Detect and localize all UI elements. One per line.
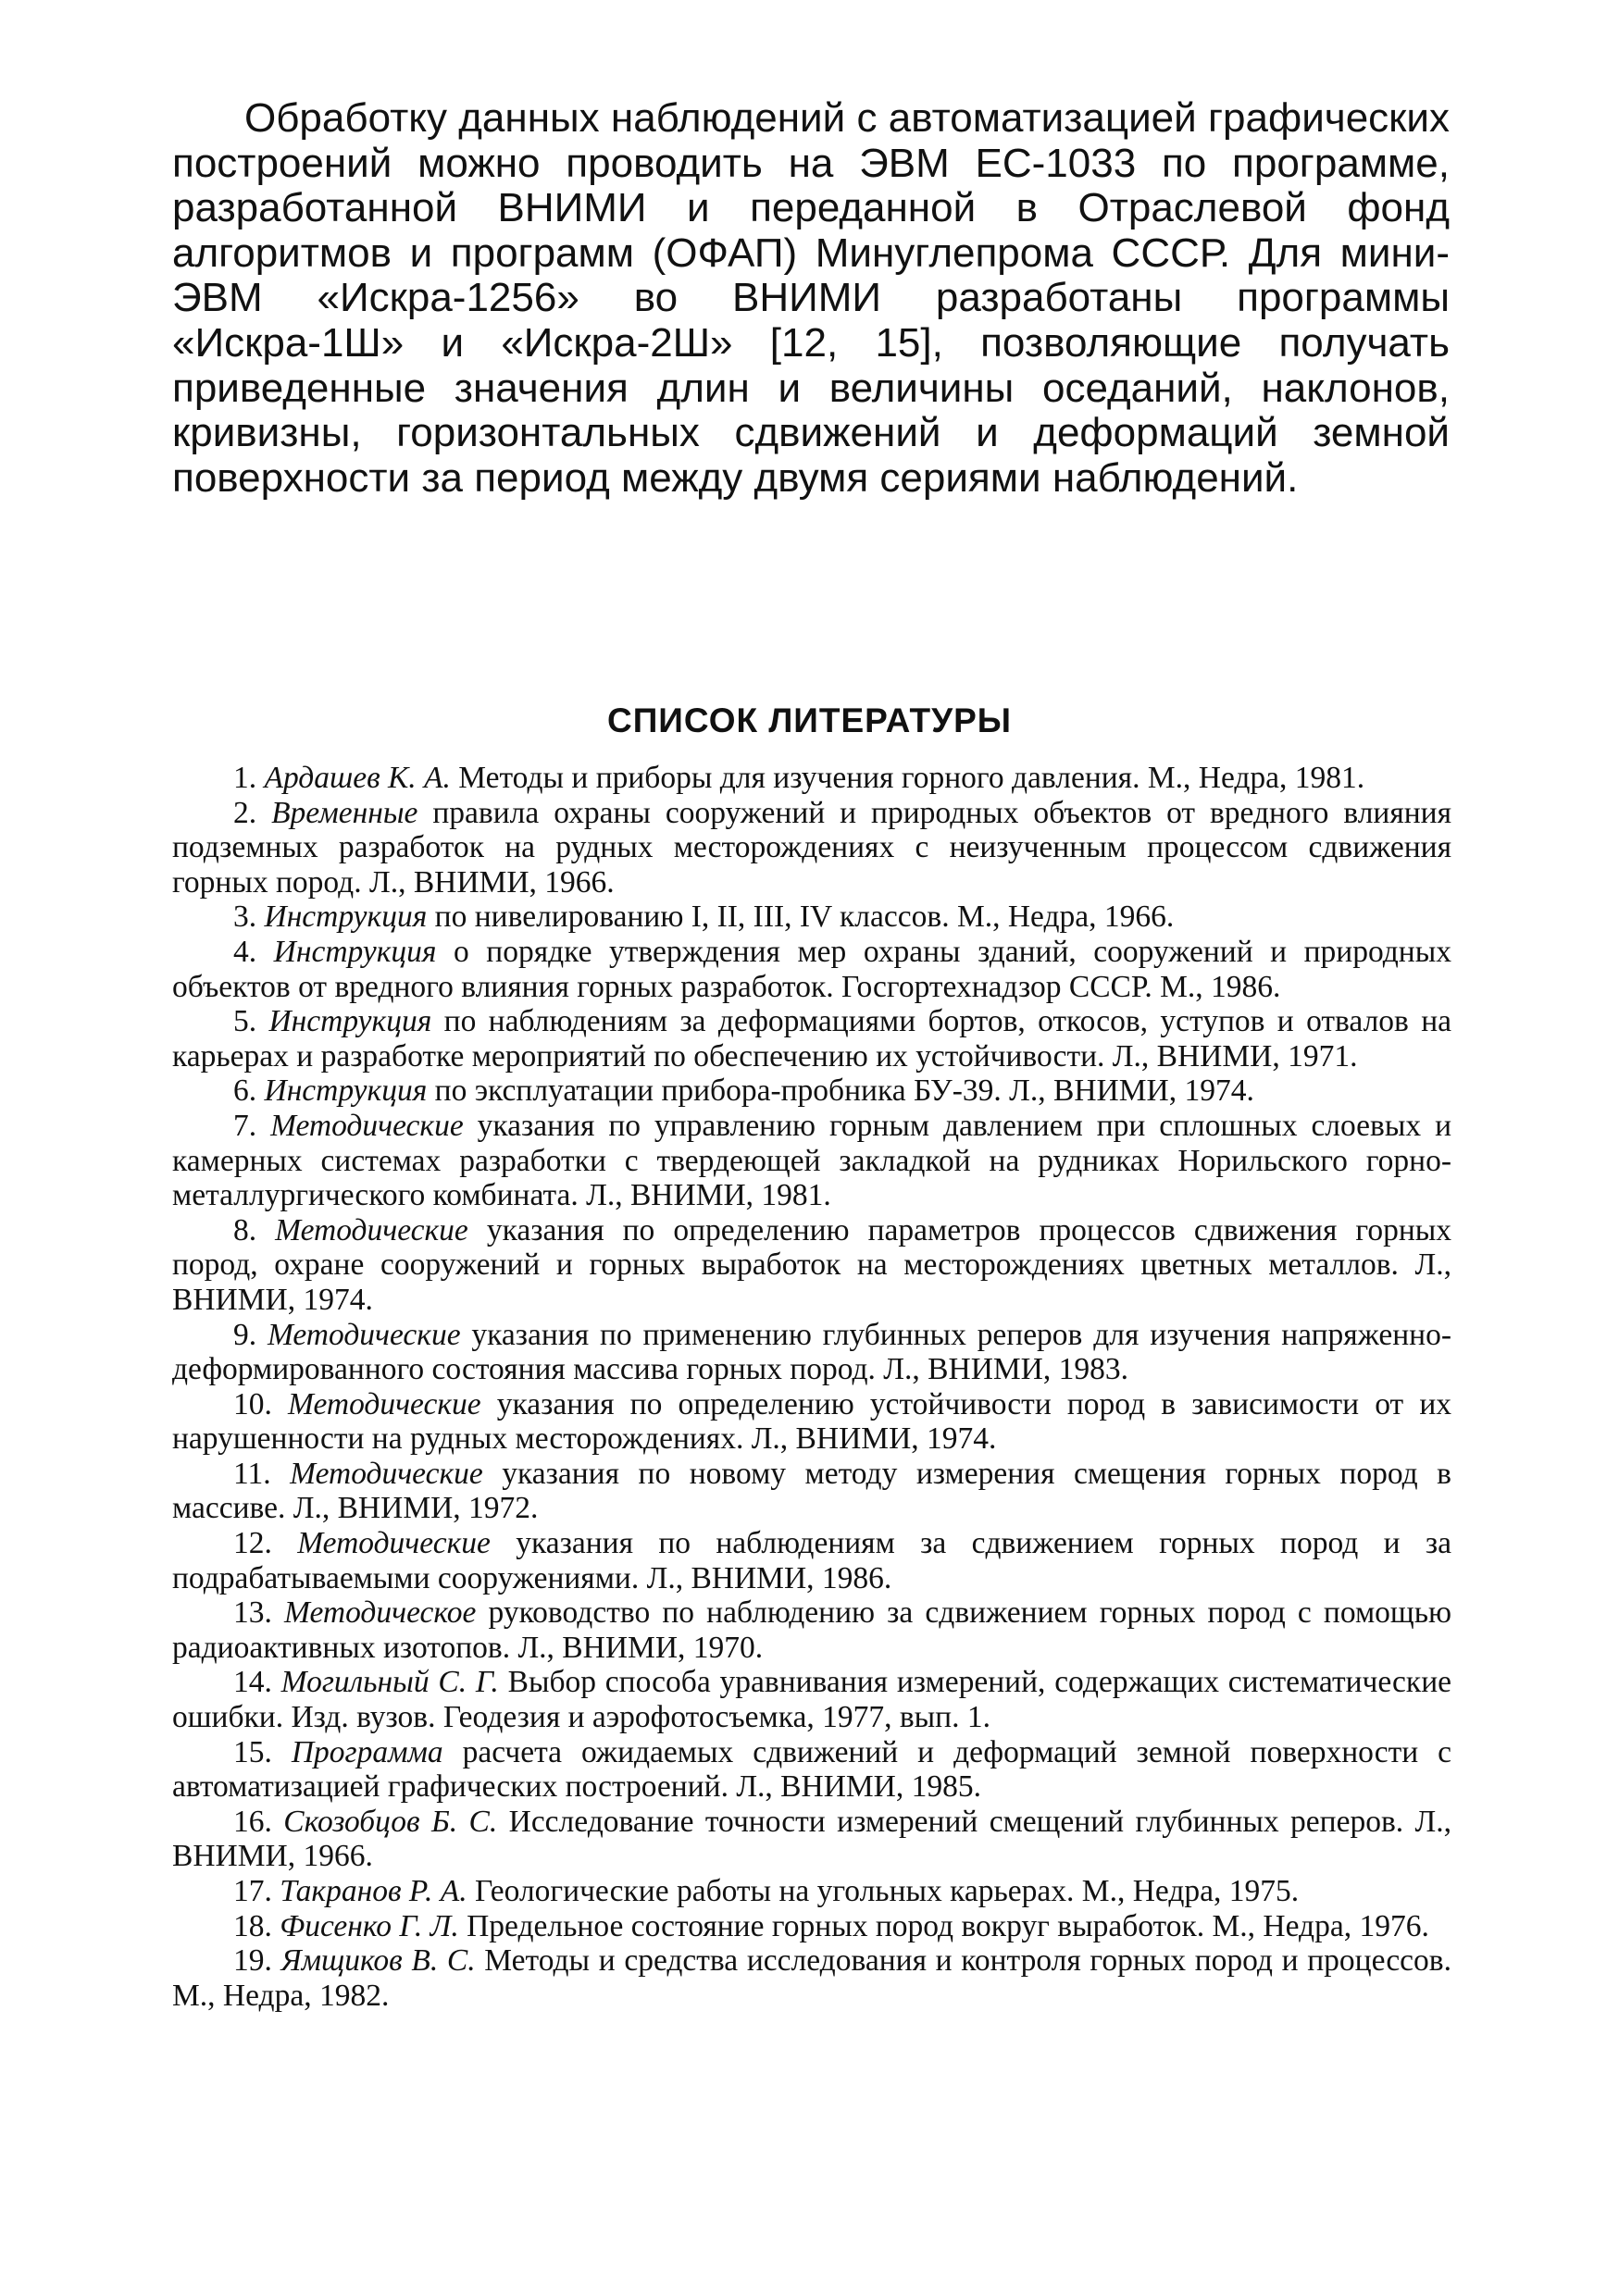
reference-text: указания по применению глубинных реперов для изучения напряженно-деформированного состояния массива горных пород. Л., ВНИМИ, 1983. <box>172 1317 1451 1387</box>
reference-author: Методические <box>267 1317 461 1352</box>
reference-text: указания по определению параметров процессов сдвижения горных пород, охране сооружений и горных выработок на месторождениях цветных металлов. Л., ВНИМИ, 1974. <box>172 1212 1452 1317</box>
reference-item <box>172 796 1451 900</box>
reference-author: Могильный С. Г. <box>280 1665 499 1700</box>
reference-item <box>172 1457 1451 1526</box>
reference-text: Геологические работы на угольных карьерах. М., Недра, 1975. <box>474 1874 1300 1908</box>
reference-author: Ардашев К. А. <box>264 761 451 795</box>
reference-item <box>172 1004 1451 1074</box>
reference-author: Инструкция <box>264 1074 428 1109</box>
bibliography-heading: СПИСОК ЛИТЕРАТУРЫ <box>606 701 1012 739</box>
reference-text: Методы и приборы для изучения горного давления. М., Недра, 1981. <box>458 761 1365 795</box>
reference-item <box>172 1213 1451 1318</box>
reference-author: Программа <box>291 1734 443 1769</box>
reference-author: Методические <box>290 1456 483 1491</box>
reference-item <box>172 761 1451 796</box>
reference-author: Фисенко Г. Л. <box>280 1908 459 1943</box>
reference-number: 5. <box>233 1004 257 1039</box>
reference-text: указания по наблюдениям за сдвижением горных пород и за подрабатываемыми сооружениями. Л., ВНИМИ, 1986. <box>172 1526 1452 1595</box>
reference-author: Временные <box>271 795 418 830</box>
reference-author: Скозобцов Б. С. <box>283 1804 498 1839</box>
reference-number: 1. <box>233 761 257 795</box>
reference-item <box>172 1595 1451 1665</box>
reference-item <box>172 1526 1451 1595</box>
reference-text: руководство по наблюдению за сдвижением горных пород с помощью радиоактивных изотопов. Л., ВНИМИ, 1970. <box>172 1595 1451 1665</box>
reference-author: Ямщиков В. С. <box>280 1943 476 1979</box>
reference-item <box>172 900 1451 935</box>
reference-number: 15. <box>233 1734 272 1769</box>
reference-author: Методические <box>288 1386 481 1421</box>
reference-author: Методические <box>275 1212 468 1247</box>
reference-number: 19. <box>233 1943 272 1979</box>
intro-paragraph: Обработку данных наблюдений с автоматизацией графических построений можно проводить на ЭВМ ЕС-1033 по программе, разработанной ВНИМИ и переданной в Отраслевой фонд алгоритмов и программ (ОФАП) Минуглепрома СССР. Для мини-ЭВМ «Искра-1256» во ВНИМИ разработаны программы «Искра-1Ш» и «Искра-2Ш» [12, 15], позволяющие получать приведенные значения длин и величины оседаний, наклонов, кривизны, горизонтальных сдвижений и деформаций земной поверхности за период между двумя сериями наблюдений. <box>172 95 1450 501</box>
reference-item <box>172 935 1451 1004</box>
reference-number: 4. <box>233 934 257 969</box>
reference-text: Методы и средства исследования и контроля горных пород и процессов. М., Недра, 1982. <box>172 1943 1451 2013</box>
reference-text: Выбор способа уравнивания измерений, содержащих систематические ошибки. Изд. вузов. Геодезия и аэрофотосъемка, 1977, вып. 1. <box>172 1665 1451 1735</box>
reference-item <box>172 1074 1451 1109</box>
reference-author: Методические <box>297 1526 491 1561</box>
reference-text: Исследование точности измерений смещений глубинных реперов. Л., ВНИМИ, 1966. <box>172 1804 1452 1874</box>
reference-text: по эксплуатации прибора-пробника БУ-39. Л., ВНИМИ, 1974. <box>434 1074 1254 1109</box>
reference-number: 9. <box>233 1317 257 1352</box>
reference-author: Инструкция <box>273 934 437 969</box>
reference-author: Инструкция <box>268 1004 432 1039</box>
reference-item <box>172 1387 1451 1457</box>
reference-number: 2. <box>233 795 257 830</box>
reference-item <box>172 1318 1451 1387</box>
reference-author: Инструкция <box>264 900 428 935</box>
reference-author: Такранов Р. А. <box>280 1874 467 1908</box>
reference-number: 17. <box>233 1874 272 1908</box>
reference-text: указания по управлению горным давлением при сплошных слоевых и камерных системах разработки с твердеющей закладкой на рудниках Норильского горно-металлургического комбината. Л., ВНИМИ, 1981. <box>172 1108 1451 1213</box>
reference-number: 6. <box>233 1074 257 1109</box>
reference-author: Методическое <box>284 1595 477 1631</box>
reference-item <box>172 1943 1451 2013</box>
reference-number: 7. <box>233 1108 257 1143</box>
reference-item <box>172 1909 1451 1944</box>
bibliography-list <box>172 761 1451 2013</box>
reference-number: 18. <box>233 1908 272 1943</box>
reference-text: Предельное состояние горных пород вокруг выработок. М., Недра, 1976. <box>467 1908 1429 1943</box>
reference-number: 12. <box>233 1526 272 1561</box>
reference-number: 13. <box>233 1595 272 1631</box>
reference-author: Методические <box>270 1108 464 1143</box>
reference-item <box>172 1805 1451 1874</box>
reference-item <box>172 1109 1451 1213</box>
reference-number: 16. <box>233 1804 272 1839</box>
reference-text: указания по определению устойчивости пород в зависимости от их нарушенности на рудных месторождениях. Л., ВНИМИ, 1974. <box>172 1386 1451 1457</box>
reference-number: 3. <box>233 900 257 935</box>
reference-item <box>172 1665 1451 1734</box>
reference-text: о порядке утверждения мер охраны зданий, сооружений и природных объектов от вредного влияния горных разработок. Госгортехнадзор СССР. М., 1986. <box>172 934 1451 1004</box>
reference-text: указания по новому методу измерения смещения горных пород в массиве. Л., ВНИМИ, 1972. <box>172 1456 1452 1526</box>
reference-number: 8. <box>233 1212 257 1247</box>
reference-text: по нивелированию I, II, III, IV классов. М., Недра, 1966. <box>434 900 1175 935</box>
reference-text: правила охраны сооружений и природных объектов от вредного влияния подземных разработок на рудных месторождениях с неизученным процессом сдвижения горных пород. Л., ВНИМИ, 1966. <box>172 795 1452 900</box>
reference-number: 10. <box>233 1386 272 1421</box>
reference-number: 11. <box>233 1456 271 1491</box>
reference-text: расчета ожидаемых сдвижений и деформаций земной поверхности с автоматизацией графических построений. Л., ВНИМИ, 1985. <box>172 1734 1451 1805</box>
reference-number: 14. <box>233 1665 272 1700</box>
reference-item <box>172 1735 1451 1805</box>
reference-item <box>172 1874 1451 1909</box>
reference-text: по наблюдениям за деформациями бортов, откосов, уступов и отвалов на карьерах и разработке мероприятий по обеспечению их устойчивости. Л., ВНИМИ, 1971. <box>172 1004 1452 1074</box>
